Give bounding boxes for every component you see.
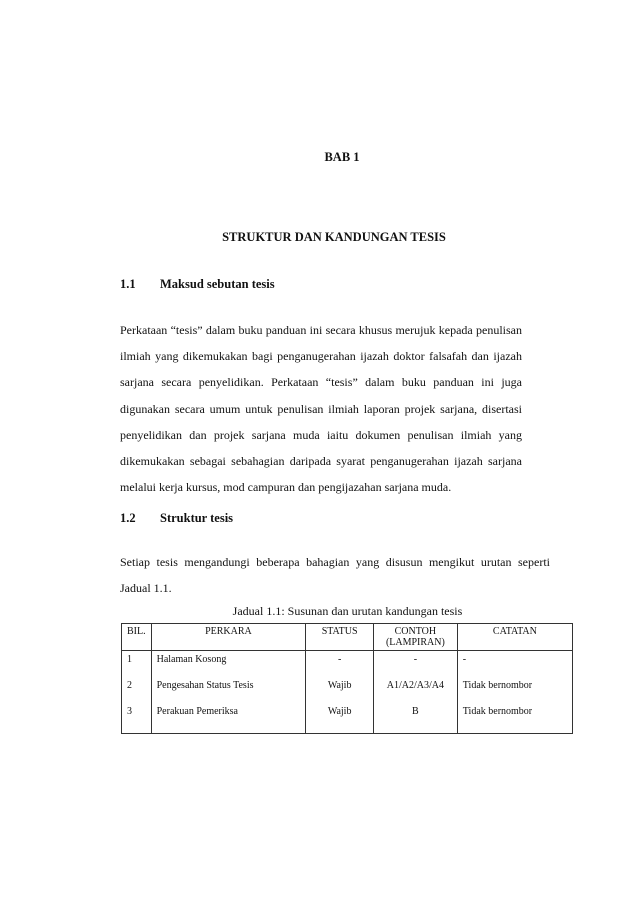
section-number: 1.1 [120, 277, 136, 291]
header-cell: BIL. [122, 624, 152, 651]
section-paragraph: Setiap tesis mengandungi beberapa bahagian yang disusun mengikut urutan seperti Jadual 1.1. [120, 555, 550, 596]
table-cell: 2 [122, 677, 152, 703]
table-row [122, 703, 573, 734]
table-cell: 1 [122, 651, 152, 678]
section-paragraph: Perkataan “tesis” dalam buku panduan ini secara khusus merujuk kepada penulisan ilmiah yang dikemukakan bagi penganugerahan ijazah doktor falsafah dan ijazah sarjana secara penyelidikan. Perkataan “tesis” dalam buku panduan ini juga digunakan secara umum untuk penulisan ilmiah laporan projek sarjana, disertasi penyelidikan dan projek sarjana muda iaitu dokumen penulisan ilmiah yang dikemukakan sebagai sebahagian daripada syarat penganugerahan ijazah sarjana melalui kerja kursus, mod campuran dan pengijazahan sarjana muda. [120, 323, 522, 495]
table-cell: A1/A2/A3/A4 [373, 677, 457, 703]
header-cell: STATUS [306, 624, 374, 651]
header-cell: CATATAN [457, 624, 572, 651]
table-cell: Tidak bernombor [457, 677, 572, 703]
table-caption: Jadual 1.1: Susunan dan urutan kandungan tesis [232, 604, 463, 618]
table-cell: B [373, 703, 457, 734]
table-cell: Tidak bernombor [457, 703, 572, 734]
table-cell: Halaman Kosong [151, 651, 306, 678]
table-cell: - [457, 651, 572, 678]
table-cell: Perakuan Pemeriksa [151, 703, 306, 734]
header-cell: PERKARA [151, 624, 306, 651]
table-cell: Wajib [306, 703, 374, 734]
table-header-row [122, 624, 573, 651]
table-cell: 3 [122, 703, 152, 734]
chapter-label: BAB 1 [324, 150, 360, 164]
header-cell: CONTOH (LAMPIRAN) [373, 624, 457, 651]
table-row [122, 677, 573, 703]
section-heading: Struktur tesis [160, 511, 234, 525]
section-number: 1.2 [120, 511, 136, 525]
section-heading: Maksud sebutan tesis [160, 277, 275, 291]
table-cell: Pengesahan Status Tesis [151, 677, 306, 703]
chapter-title: STRUKTUR DAN KANDUNGAN TESIS [222, 230, 446, 244]
contents-table [121, 623, 573, 734]
table-cell: - [306, 651, 374, 678]
table-cell: - [373, 651, 457, 678]
table-row [122, 651, 573, 678]
table-cell: Wajib [306, 677, 374, 703]
